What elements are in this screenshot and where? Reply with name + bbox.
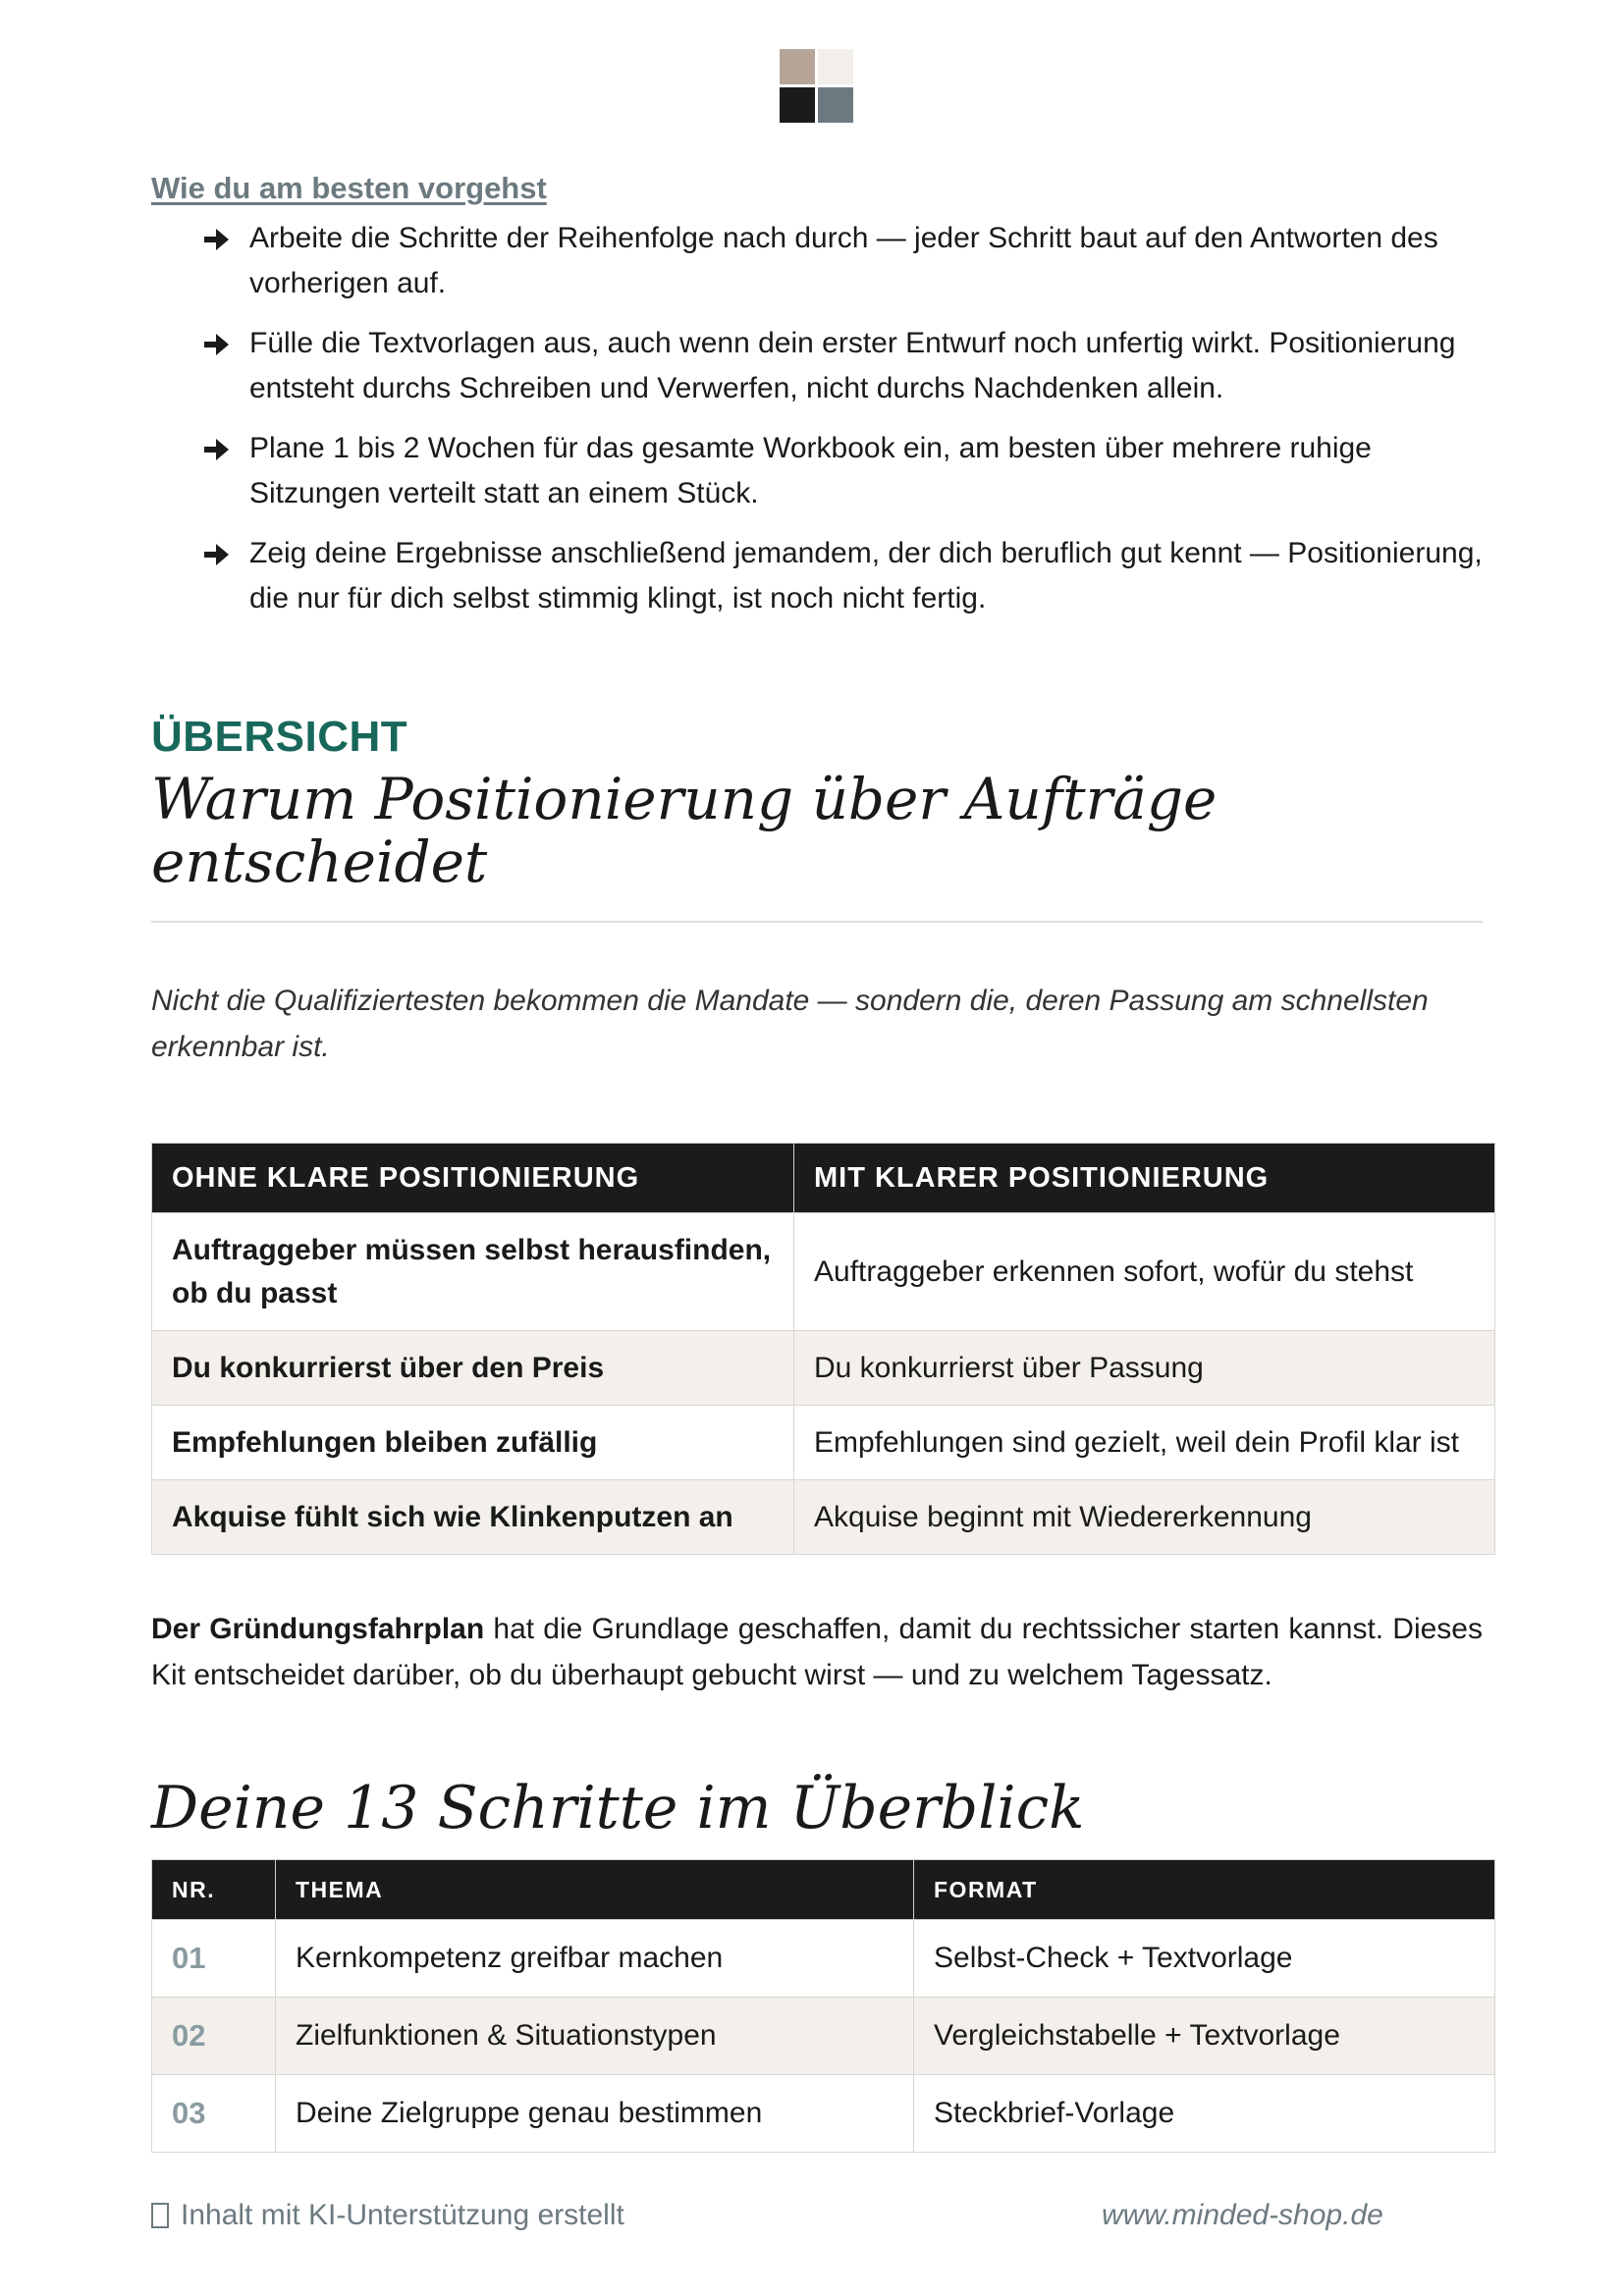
table-cell: Du konkurrierst über Passung bbox=[794, 1331, 1495, 1406]
list-item-text: Plane 1 bis 2 Wochen für das gesamte Workbook ein, am besten über mehrere ruhige Sitzungen verteilt statt an einem Stück. bbox=[249, 432, 1372, 509]
table-row bbox=[152, 1998, 1495, 2075]
step-format: Vergleichstabelle + Textvorlage bbox=[914, 1998, 1495, 2075]
table-row bbox=[152, 1213, 1495, 1331]
table-row bbox=[152, 1920, 1495, 1998]
table-cell: Empfehlungen bleiben zufällig bbox=[152, 1406, 794, 1480]
paragraph-text: hat die Grundlage geschaffen, damit du rechtssicher starten kannst. Dieses Kit entscheidet darüber, ob du überhaupt gebucht wirst — und zu welchem Tagessatz. bbox=[151, 1613, 1483, 1691]
arrow-right-icon bbox=[151, 321, 249, 357]
table-header-row bbox=[152, 1144, 1495, 1213]
overview-table bbox=[151, 1859, 1495, 2153]
table-header-row bbox=[152, 1860, 1495, 1920]
comparison-table bbox=[151, 1143, 1495, 1555]
step-topic: Deine Zielgruppe genau bestimmen bbox=[276, 2075, 914, 2153]
missing-glyph-icon bbox=[151, 2203, 169, 2228]
table-cell: Akquise beginnt mit Wiedererkennung bbox=[794, 1480, 1495, 1555]
column-header: NR. bbox=[152, 1860, 276, 1920]
table-cell: Du konkurrierst über den Preis bbox=[152, 1331, 794, 1406]
section-title: Warum Positionierung über Aufträge entscheidet bbox=[151, 766, 1218, 895]
divider bbox=[151, 921, 1483, 923]
brand-logo bbox=[766, 37, 868, 135]
section-eyebrow: ÜBERSICHT bbox=[151, 713, 408, 761]
table-row bbox=[152, 2075, 1495, 2153]
table-cell: Auftraggeber müssen selbst herausfinden, ob du passt bbox=[152, 1213, 794, 1331]
list-item-text: Arbeite die Schritte der Reihenfolge nach durch — jeder Schritt baut auf den Antworten des vorherigen auf. bbox=[249, 222, 1438, 299]
arrow-right-icon bbox=[151, 216, 249, 252]
table-cell: Auftraggeber erkennen sofort, wofür du stehst bbox=[794, 1213, 1495, 1331]
step-topic: Zielfunktionen & Situationstypen bbox=[276, 1998, 914, 2075]
footer-note-text: Inhalt mit KI-Unterstützung erstellt bbox=[181, 2199, 624, 2231]
paragraph-bold-lead: Der Gründungsfahrplan bbox=[151, 1613, 485, 1645]
body-paragraph bbox=[151, 1606, 1483, 1698]
table-cell: Empfehlungen sind gezielt, weil dein Profil klar ist bbox=[794, 1406, 1495, 1480]
arrow-right-icon bbox=[151, 426, 249, 462]
step-format: Steckbrief-Vorlage bbox=[914, 2075, 1495, 2153]
overview-title: Deine 13 Schritte im Überblick bbox=[151, 1774, 1085, 1842]
table-cell: Akquise fühlt sich wie Klinkenputzen an bbox=[152, 1480, 794, 1555]
howto-list bbox=[151, 216, 1487, 636]
step-topic: Kernkompetenz greifbar machen bbox=[276, 1920, 914, 1998]
column-header: THEMA bbox=[276, 1860, 914, 1920]
step-number: 02 bbox=[152, 1998, 276, 2075]
logo-swatch-slate bbox=[818, 87, 853, 123]
column-header: MIT KLARER POSITIONIERUNG bbox=[794, 1144, 1495, 1213]
list-item bbox=[151, 426, 1487, 516]
step-number: 03 bbox=[152, 2075, 276, 2153]
section-lede: Nicht die Qualifiziertesten bekommen die Mandate — sondern die, deren Passung am schnellsten erkennbar ist. bbox=[151, 985, 1429, 1063]
column-header: OHNE KLARE POSITIONIERUNG bbox=[152, 1144, 794, 1213]
arrow-right-icon bbox=[151, 531, 249, 567]
table-row bbox=[152, 1406, 1495, 1480]
step-number: 01 bbox=[152, 1920, 276, 1998]
logo-swatch-taupe bbox=[780, 49, 815, 84]
step-format: Selbst-Check + Textvorlage bbox=[914, 1920, 1495, 1998]
footer-note bbox=[151, 2199, 624, 2232]
logo-swatch-black bbox=[780, 87, 815, 123]
list-item-text: Fülle die Textvorlagen aus, auch wenn dein erster Entwurf noch unfertig wirkt. Positionierung entsteht durchs Schreiben und Verwerfen, nicht durchs Nachdenken allein. bbox=[249, 327, 1456, 404]
list-item-text: Zeig deine Ergebnisse anschließend jemandem, der dich beruflich gut kennt — Positionierung, die nur für dich selbst stimmig klingt, ist noch nicht fertig. bbox=[249, 537, 1483, 614]
howto-heading: Wie du am besten vorgehst bbox=[151, 171, 547, 205]
list-item bbox=[151, 216, 1487, 306]
logo-swatch-cream bbox=[818, 49, 853, 84]
list-item bbox=[151, 321, 1487, 411]
table-row bbox=[152, 1331, 1495, 1406]
footer-website: www.minded-shop.de bbox=[1102, 2199, 1383, 2231]
table-row bbox=[152, 1480, 1495, 1555]
list-item bbox=[151, 531, 1487, 621]
column-header: FORMAT bbox=[914, 1860, 1495, 1920]
